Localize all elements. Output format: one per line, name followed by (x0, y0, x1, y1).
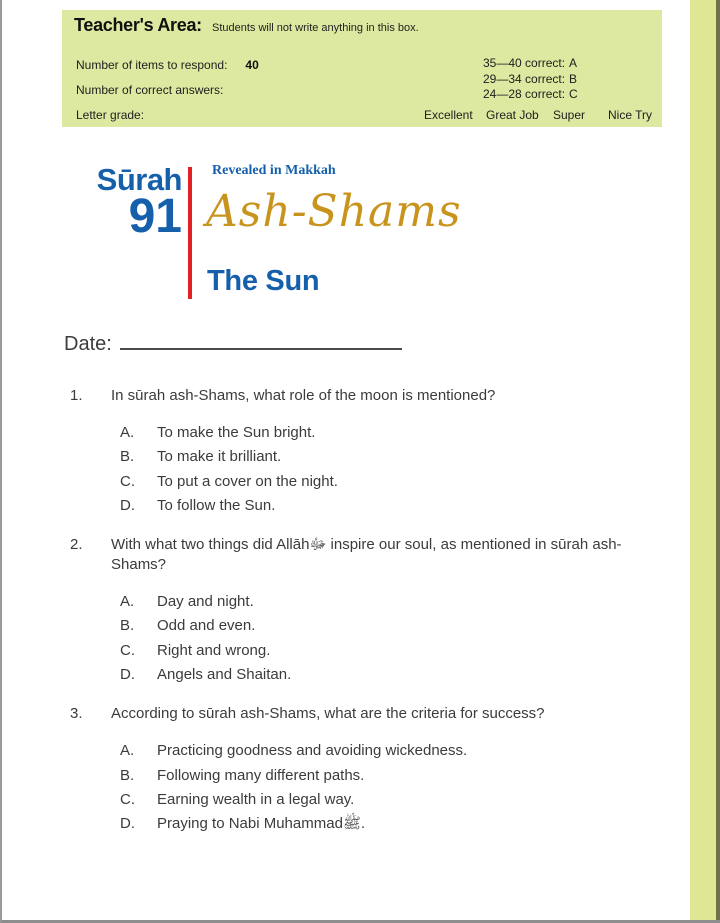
option-letter: B. (120, 617, 135, 635)
option-text: To make it brilliant. (157, 448, 282, 466)
grade-letter: C (569, 87, 578, 101)
question-item (64, 535, 674, 687)
question-text: In sūrah ash-Shams, what role of the moon is mentioned? (111, 387, 496, 404)
option-text: Angels and Shaitan. (157, 666, 292, 684)
option-letter: C. (120, 472, 135, 490)
question-row (64, 386, 674, 406)
question-number: 3. (70, 705, 83, 723)
surah-number: 91 (128, 190, 182, 243)
question-text: According to sūrah ash-Shams, what are the criteria for success? (111, 705, 545, 723)
items-to-respond-value: 40 (245, 58, 259, 72)
correct-answers-field (76, 83, 241, 97)
option-text: Praying to Nabi Muhammadﷺ. (157, 815, 366, 833)
option-row (64, 663, 674, 687)
question-item (64, 704, 674, 836)
grade-letter: A (569, 56, 578, 70)
option-row (64, 590, 674, 614)
option-text: To follow the Sun. (157, 496, 276, 514)
praise-word-nice-try: Nice Try (608, 108, 653, 122)
items-to-respond-label: Number of items to respond: (76, 58, 228, 72)
praise-word-super: Super (553, 108, 586, 122)
option-letter: C. (120, 641, 135, 659)
option-letter: D. (120, 496, 135, 514)
option-letter: A. (120, 424, 135, 441)
date-label: Date: (64, 333, 112, 355)
option-text: Odd and even. (157, 617, 256, 635)
option-letter: A. (120, 742, 135, 760)
grade-range: 24—28 correct: (483, 87, 566, 101)
option-text: Day and night. (157, 593, 254, 611)
option-letter: A. (120, 593, 135, 611)
question-list (64, 386, 674, 854)
option-text: To make the Sun bright. (157, 424, 316, 441)
question-text: With what two things did Allāhﷻ inspire our soul, as mentioned in sūrah ash-Shams? (111, 536, 622, 574)
teacher-area-subtitle: Students will not write anything in this box. (212, 22, 419, 34)
option-text: Right and wrong. (157, 641, 271, 659)
surah-english-name: The Sun (207, 265, 320, 297)
question-item (64, 386, 674, 518)
option-letter: D. (120, 666, 135, 684)
option-row (64, 470, 674, 494)
option-row (64, 421, 674, 445)
option-row (64, 614, 674, 638)
teacher-area-title: Teacher's Area: (74, 15, 202, 35)
option-letter: B. (120, 766, 135, 784)
grade-range: 29—34 correct: (483, 71, 566, 86)
correct-answers-label: Number of correct answers: (76, 83, 224, 97)
grade-scale-row (483, 87, 578, 103)
revealed-in-makkah-label: Revealed in Makkah (212, 163, 336, 178)
question-number: 1. (70, 387, 83, 404)
option-row (64, 788, 674, 812)
option-letter: B. (120, 448, 135, 466)
items-to-respond-field (76, 58, 259, 72)
grade-range: 35—40 correct: (483, 56, 566, 70)
grade-scale (483, 56, 578, 103)
option-row (64, 445, 674, 469)
option-row (64, 639, 674, 663)
option-letter: C. (120, 790, 135, 808)
teacher-area-box (62, 10, 662, 127)
grade-letter: B (569, 71, 578, 86)
option-letter: D. (120, 815, 135, 833)
letter-grade-label: Letter grade: (76, 108, 145, 122)
option-row (64, 812, 674, 836)
option-row (64, 764, 674, 788)
surah-label: Sūrah (96, 162, 182, 197)
question-row (64, 535, 674, 575)
option-text: To put a cover on the night. (157, 472, 338, 490)
surah-arabic-name: Ash-Shams (206, 186, 462, 237)
praise-word-great-job: Great Job (486, 108, 539, 122)
question-row (64, 704, 674, 724)
grade-scale-row (483, 56, 578, 72)
praise-word-excellent: Excellent (424, 108, 473, 122)
option-text: Earning wealth in a legal way. (157, 790, 355, 808)
grade-scale-row (483, 72, 578, 88)
date-fill-in-line (120, 330, 402, 350)
question-number: 2. (70, 536, 83, 554)
option-text: Practicing goodness and avoiding wickedness. (157, 742, 468, 760)
letter-grade-field (76, 108, 162, 122)
option-row (64, 739, 674, 763)
option-text: Following many different paths. (157, 766, 365, 784)
date-row (64, 330, 402, 356)
option-row (64, 494, 674, 518)
page-edge-strip (690, 0, 720, 920)
red-divider (188, 167, 192, 299)
